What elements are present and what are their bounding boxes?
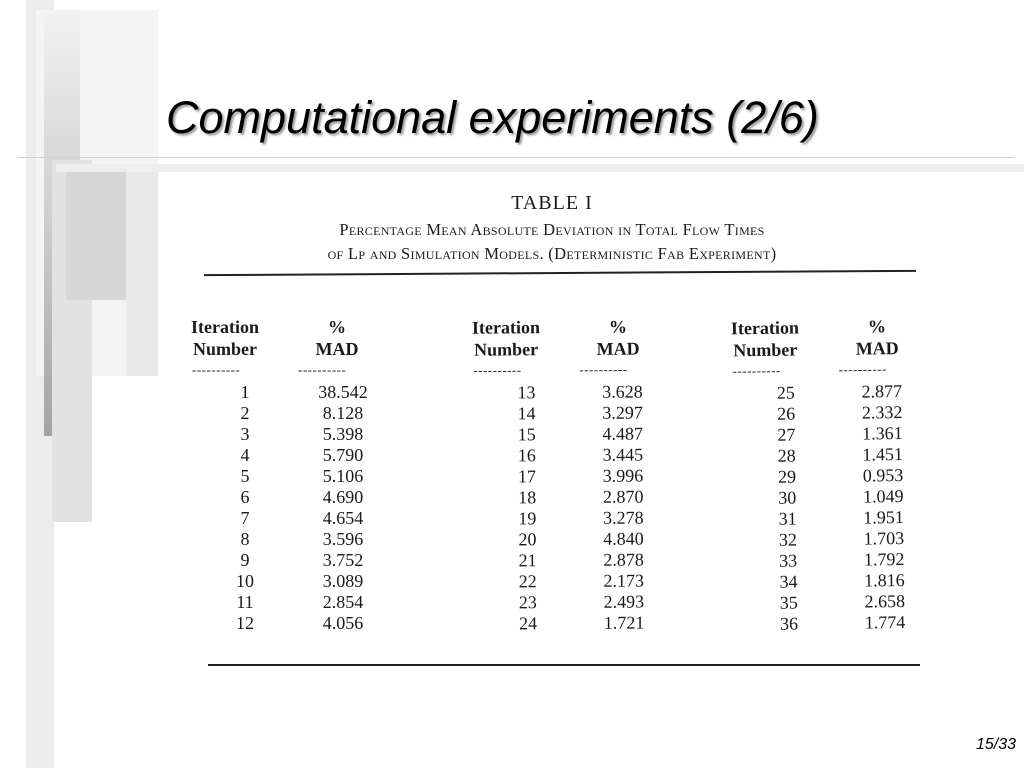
- mad-value: 2.878: [603, 549, 644, 570]
- table-row: [180, 592, 400, 613]
- mad-value: 2.870: [602, 486, 644, 507]
- mad-value: 38.542: [318, 382, 368, 402]
- mad-value: 1.774: [864, 611, 906, 633]
- mad-value: 1.721: [603, 612, 645, 633]
- background-bar: [126, 168, 158, 376]
- table-row: [462, 444, 682, 467]
- table-row: [463, 570, 683, 593]
- mad-value: 5.790: [322, 445, 364, 465]
- iteration-number: 23: [518, 592, 537, 613]
- iteration-number: 20: [518, 529, 537, 550]
- column-header: [720, 314, 941, 363]
- iteration-number: 33: [779, 550, 798, 571]
- scanned-table: [172, 180, 932, 692]
- page-number: 15/33: [975, 736, 1016, 753]
- slide-title: Computational experiments (2/6): [166, 92, 819, 143]
- iteration-number: 3: [240, 424, 250, 444]
- table-row: [463, 549, 683, 572]
- mad-value: 4.056: [322, 613, 364, 633]
- iteration-header: Iteration Number: [191, 317, 259, 359]
- mad-value: 5.398: [322, 424, 364, 444]
- iteration-number: 6: [240, 487, 250, 507]
- table-row: [461, 381, 681, 404]
- iteration-number: 36: [779, 613, 799, 634]
- table-row: [462, 465, 682, 488]
- mad-value: 5.106: [322, 466, 364, 486]
- iteration-number: 7: [240, 508, 250, 528]
- table-row: [722, 506, 942, 530]
- iteration-number: 17: [517, 466, 537, 487]
- iteration-number: 31: [778, 508, 797, 529]
- header-dashes: ---------- ----------: [192, 362, 347, 377]
- iteration-number: 1: [240, 382, 250, 402]
- table-row: [463, 591, 683, 614]
- mad-value: 3.996: [602, 465, 644, 486]
- table-rows: [180, 382, 400, 634]
- mad-header: % MAD: [596, 316, 640, 359]
- table-row: [462, 528, 682, 551]
- table-row: [180, 529, 400, 550]
- iteration-number: 30: [778, 487, 797, 508]
- iteration-number: 19: [518, 508, 537, 529]
- mad-value: 4.487: [602, 423, 644, 444]
- mad-value: 2.877: [861, 381, 903, 402]
- iteration-number: 29: [777, 466, 797, 487]
- mad-value: 1.703: [863, 527, 905, 549]
- mad-value: 8.128: [322, 403, 364, 423]
- mad-value: 4.840: [603, 528, 644, 549]
- iteration-number: 14: [517, 403, 536, 424]
- mad-value: 1.049: [862, 486, 904, 507]
- iteration-number: 9: [240, 550, 250, 570]
- mad-value: 1.951: [863, 507, 904, 528]
- mad-value: 1.361: [862, 423, 903, 444]
- table-caption-line2: of Lp and Simulation Models. (Deterministic Fab Experiment): [327, 244, 777, 263]
- table-row: [462, 486, 682, 509]
- iteration-number: 22: [518, 571, 537, 592]
- table-name: TABLE I: [511, 192, 593, 214]
- iteration-number: 8: [240, 529, 250, 549]
- mad-value: 3.445: [602, 444, 644, 465]
- table-row: [180, 487, 400, 508]
- table-row: [724, 611, 944, 635]
- mad-value: 4.690: [322, 487, 364, 507]
- title-divider: [18, 157, 1014, 158]
- table-top-rule: [204, 270, 916, 276]
- table-row: [180, 403, 400, 424]
- iteration-number: 15: [517, 424, 536, 445]
- column-header: [180, 316, 400, 362]
- iteration-number: 35: [779, 592, 798, 613]
- iteration-number: 12: [236, 613, 254, 633]
- iteration-number: 25: [776, 382, 795, 403]
- divider-band: [56, 164, 1024, 172]
- table-row: [180, 550, 400, 571]
- table-row: [462, 423, 682, 446]
- mad-value: 2.173: [603, 570, 645, 591]
- iteration-number: 13: [517, 382, 536, 403]
- table-row: [180, 382, 400, 403]
- iteration-number: 10: [236, 571, 254, 591]
- iteration-header: Iteration Number: [730, 317, 800, 361]
- table-row: [462, 402, 682, 425]
- iteration-number: 18: [518, 487, 537, 508]
- table-row: [180, 613, 400, 634]
- table-caption-line1: Percentage Mean Absolute Deviation in Total Flow Times: [339, 220, 765, 239]
- header-dashes: ---------- ----------: [473, 361, 628, 378]
- iteration-number: 24: [518, 613, 538, 634]
- table-column-1: [180, 316, 400, 634]
- iteration-number: 26: [777, 403, 796, 424]
- mad-value: 3.089: [322, 571, 364, 591]
- mad-value: 2.332: [861, 402, 903, 423]
- iteration-number: 27: [777, 424, 796, 445]
- table-row: [180, 466, 400, 487]
- mad-header: % MAD: [855, 316, 899, 359]
- iteration-number: 5: [240, 466, 250, 486]
- mad-value: 3.628: [602, 381, 643, 402]
- iteration-number: 34: [779, 571, 798, 592]
- mad-header: % MAD: [315, 317, 359, 359]
- mad-value: 1.792: [863, 548, 905, 570]
- table-row: [180, 424, 400, 445]
- iteration-number: 21: [518, 550, 537, 571]
- iteration-number: 28: [777, 445, 796, 466]
- mad-value: 3.596: [322, 529, 364, 549]
- mad-value: 3.297: [602, 402, 643, 423]
- table-bottom-rule: [208, 664, 920, 666]
- iteration-number: 32: [778, 529, 798, 550]
- mad-value: 2.854: [322, 592, 364, 612]
- column-header: [461, 315, 681, 363]
- mad-value: 3.752: [322, 550, 364, 570]
- table-row: [462, 507, 682, 530]
- mad-value: 3.278: [602, 507, 644, 528]
- mad-value: 0.953: [862, 465, 904, 486]
- iteration-number: 2: [240, 403, 250, 423]
- header-dashes: ---------- ----------: [732, 361, 887, 379]
- background-bar: [66, 168, 126, 300]
- table-row: [463, 612, 683, 635]
- table-rows: [461, 381, 683, 635]
- table-row: [180, 508, 400, 529]
- iteration-header: Iteration Number: [471, 317, 541, 360]
- mad-value: 2.658: [864, 590, 906, 612]
- iteration-number: 16: [517, 445, 536, 466]
- iteration-number: 11: [236, 592, 254, 612]
- table-column-2: [461, 315, 683, 635]
- mad-value: 1.816: [864, 569, 905, 591]
- mad-value: 4.654: [322, 508, 364, 528]
- table-row: [180, 571, 400, 592]
- mad-value: 1.451: [862, 444, 904, 465]
- table-row: [180, 445, 400, 466]
- mad-value: 2.493: [603, 591, 645, 612]
- table-column-3: [720, 314, 944, 635]
- iteration-number: 4: [240, 445, 250, 465]
- table-rows: [721, 380, 944, 635]
